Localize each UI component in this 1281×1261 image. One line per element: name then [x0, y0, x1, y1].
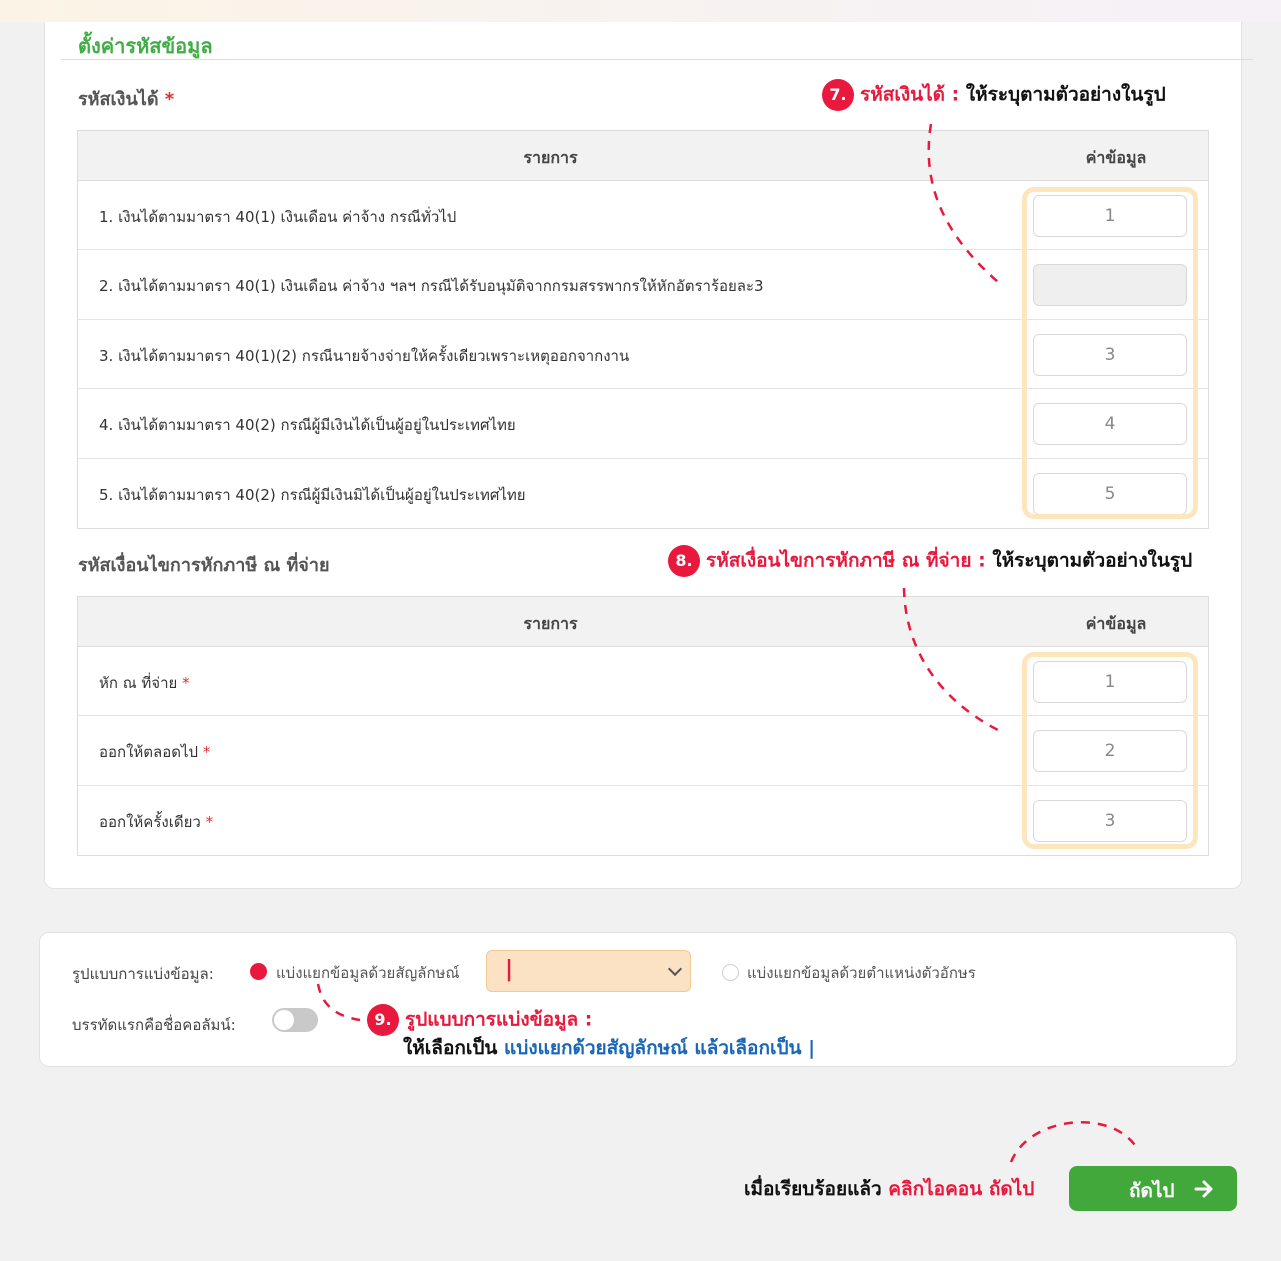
annotation-number: 7.	[822, 79, 854, 111]
radio-split-by-position[interactable]	[722, 964, 739, 981]
col-header-value: ค่าข้อมูล	[1085, 148, 1147, 167]
table-row	[78, 786, 1208, 855]
footer-hint-prefix: เมื่อเรียบร้อยแล้ว	[744, 1178, 882, 1200]
value-input[interactable]: 5	[1033, 473, 1187, 515]
required-mark: *	[205, 812, 214, 831]
value-input[interactable]: 1	[1033, 195, 1187, 237]
section-title: ตั้งค่ารหัสข้อมูล	[78, 34, 213, 58]
radio-split-by-symbol-label[interactable]: แบ่งแยกข้อมูลด้วยสัญลักษณ์	[276, 964, 460, 982]
callout-line-next	[1011, 1122, 1138, 1162]
table-row	[78, 320, 1208, 389]
row-label: 2. เงินได้ตามมาตรา 40(1) เงินเดือน ค่าจ้าง ฯลฯ กรณีได้รับอนุมัติจากกรมสรรพากรให้หักอัตราร้อยละ3	[99, 277, 764, 296]
arrow-right-icon	[1193, 1178, 1215, 1200]
annotation-text: ให้เลือกเป็น	[403, 1037, 498, 1059]
value-input[interactable]: 1	[1033, 661, 1187, 703]
annotation-7	[822, 79, 1166, 111]
footer-hint	[744, 1174, 1034, 1204]
next-button-label: ถัดไป	[1129, 1180, 1175, 1202]
table-row	[78, 716, 1208, 785]
annotation-9-line2	[403, 1033, 815, 1063]
toggle-knob	[274, 1010, 294, 1030]
table-row	[78, 647, 1208, 716]
row-label	[99, 810, 213, 834]
col-header-item: รายการ	[523, 614, 578, 633]
annotation-title: รูปแบบการแบ่งข้อมูล :	[405, 1008, 593, 1031]
radio-split-by-position-label[interactable]: แบ่งแยกข้อมูลด้วยตำแหน่งตัวอักษร	[747, 964, 976, 982]
table-row	[78, 181, 1208, 250]
table-header	[78, 597, 1208, 647]
code-settings-card	[44, 22, 1242, 889]
row-label: 1. เงินได้ตามมาตรา 40(1) เงินเดือน ค่าจ้าง กรณีทั่วไป	[99, 208, 457, 226]
header-row-label: บรรทัดแรกคือชื่อคอลัมน์:	[72, 1016, 236, 1034]
header-row-toggle[interactable]	[272, 1008, 318, 1032]
row-label: 4. เงินได้ตามมาตรา 40(2) กรณีผู้มีเงินได้เป็นผู้อยู่ในประเทศไทย	[99, 416, 516, 435]
annotation-number: 8.	[668, 545, 700, 577]
annotation-8	[668, 545, 1192, 577]
value-input[interactable]: 3	[1033, 334, 1187, 376]
title-divider	[61, 59, 1253, 60]
value-input[interactable]: 2	[1033, 730, 1187, 772]
top-gradient-strip	[0, 0, 1281, 22]
delimiter-select[interactable]	[486, 950, 691, 992]
required-mark: *	[164, 89, 175, 110]
annotation-number: 9.	[367, 1004, 399, 1036]
table-row	[78, 250, 1208, 319]
footer-hint-highlight: คลิกไอคอน ถัดไป	[888, 1178, 1035, 1200]
row-label	[99, 740, 210, 764]
income-code-label	[78, 84, 174, 113]
income-code-label-text: รหัสเงินได้	[78, 89, 159, 110]
table-row	[78, 389, 1208, 458]
split-format-label: รูปแบบการแบ่งข้อมูล:	[72, 965, 214, 983]
col-header-value: ค่าข้อมูล	[1085, 614, 1147, 633]
row-label: 3. เงินได้ตามมาตรา 40(1)(2) กรณีนายจ้างจ่ายให้ครั้งเดียวเพราะเหตุออกจากงาน	[99, 346, 630, 365]
annotation-text: ให้ระบุตามตัวอย่างในรูป	[992, 549, 1193, 572]
annotation-text: ให้ระบุตามตัวอย่างในรูป	[965, 83, 1166, 106]
value-input[interactable]: 3	[1033, 800, 1187, 842]
row-label: 5. เงินได้ตามมาตรา 40(2) กรณีผู้มีเงินมิได้เป็นผู้อยู่ในประเทศไทย	[99, 485, 526, 504]
annotation-highlight: แบ่งแยกด้วยสัญลักษณ์ แล้วเลือกเป็น |	[504, 1037, 816, 1059]
table-header	[78, 131, 1208, 181]
row-label	[99, 671, 190, 695]
annotation-title: รหัสเงินได้ :	[860, 83, 960, 106]
annotation-9	[367, 1004, 592, 1036]
col-header-item: รายการ	[523, 148, 578, 167]
radio-split-by-symbol[interactable]	[250, 963, 267, 980]
delimiter-select-value: |	[505, 957, 514, 982]
required-mark: *	[182, 674, 190, 692]
withholding-code-label: รหัสเงื่อนไขการหักภาษี ณ ที่จ่าย	[78, 555, 330, 576]
annotation-title: รหัสเงื่อนไขการหักภาษี ณ ที่จ่าย :	[706, 549, 986, 572]
table-row	[78, 459, 1208, 528]
chevron-down-icon	[668, 962, 682, 976]
required-mark: *	[202, 743, 211, 762]
next-button[interactable]	[1069, 1166, 1237, 1211]
income-code-table	[77, 130, 1209, 529]
row-label-text: ออกให้ตลอดไป	[99, 743, 199, 762]
row-label-text: ออกให้ครั้งเดียว	[99, 812, 201, 831]
withholding-code-table	[77, 596, 1209, 856]
row-label-text: หัก ณ ที่จ่าย	[99, 674, 178, 692]
value-input[interactable]: 4	[1033, 403, 1187, 445]
value-input-disabled	[1033, 264, 1187, 306]
